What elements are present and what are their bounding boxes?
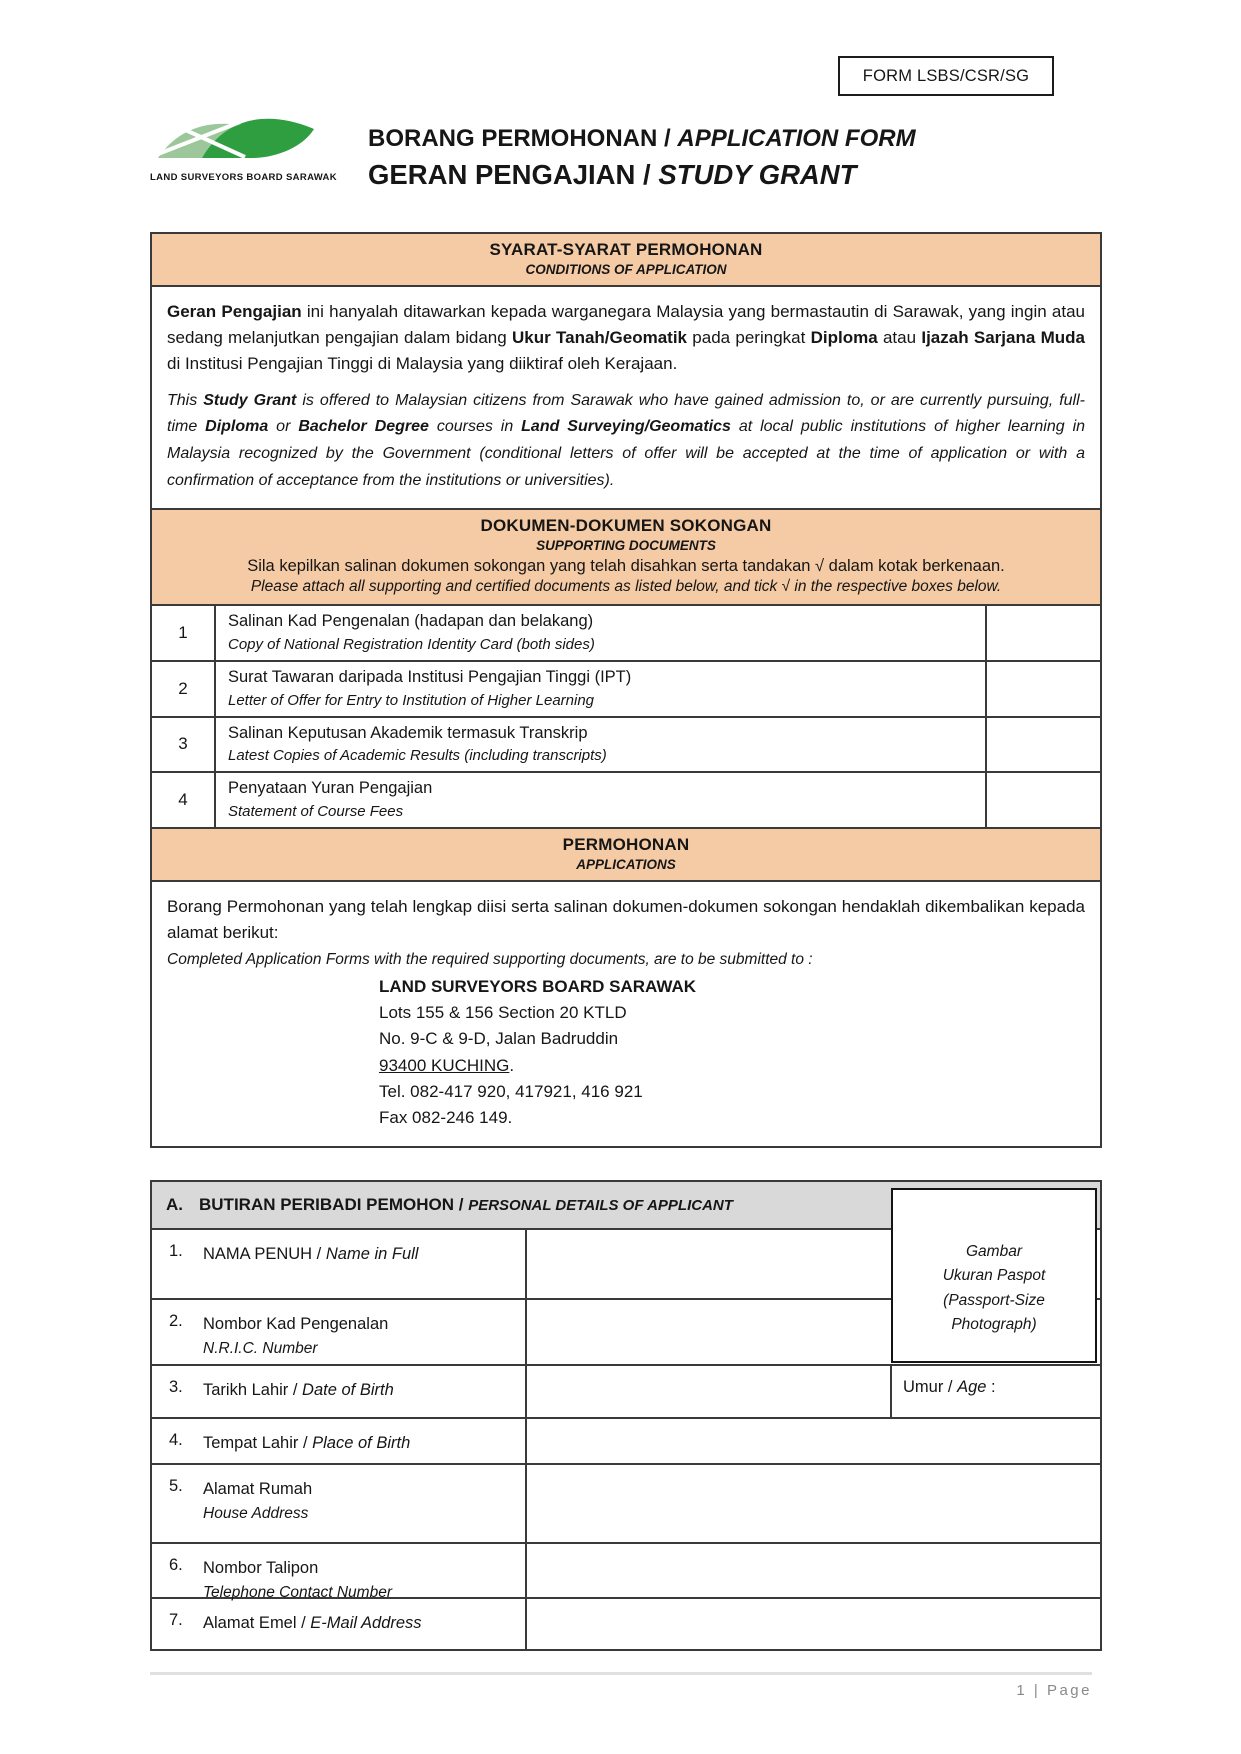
pob-input-cell[interactable]: [527, 1419, 1100, 1463]
row-number: 5.: [169, 1476, 183, 1495]
form-title-line1: BORANG PERMOHONAN / APPLICATION FORM: [368, 125, 916, 152]
row-label: [152, 1419, 527, 1463]
documents-note-my: Sila kepilkan salinan dokumen sokongan yang telah disahkan serta tandakan √ dalam kotak berkenaan.: [247, 557, 1005, 576]
document-desc-en: Letter of Offer for Entry to Institution of Higher Learning: [228, 691, 595, 709]
applications-paragraph-en: Completed Application Forms with the required supporting documents, are to be submitted to :: [167, 950, 813, 968]
photo-box-label: Photograph): [951, 1316, 1037, 1334]
address-line-fax: Fax 082-246 149.: [379, 1108, 513, 1128]
page-content: [150, 0, 1102, 1651]
document-tick-box[interactable]: [985, 773, 1100, 827]
document-desc-en: Latest Copies of Academic Results (including transcripts): [228, 747, 607, 765]
personal-row-phone: [152, 1542, 1100, 1601]
document-number: 4: [152, 773, 216, 827]
conditions-paragraph-en: This Study Grant is offered to Malaysian citizens from Sarawak who have gained admission to, or are currently pursuing, full-time Diploma or Bachelor Degree courses in Land Surveying/Geomatics at local public institutions of higher learning in Malaysia recognized by the Government (conditional letters of offer will be accepted at the time of application or with a confirmation of acceptance from the institutions or universities).: [167, 391, 1086, 489]
form-title-line2: GERAN PENGAJIAN / STUDY GRANT: [368, 159, 857, 190]
masthead: [150, 112, 1102, 192]
documents-header: [152, 508, 1100, 604]
photo-box-label: Ukuran Paspot: [942, 1267, 1046, 1285]
conditions-header-subtitle: CONDITIONS OF APPLICATION: [525, 262, 727, 278]
address-line-tel: Tel. 082-417 920, 417921, 416 921: [379, 1082, 643, 1102]
address-line: No. 9-C & 9-D, Jalan Badruddin: [379, 1029, 619, 1049]
document-desc: [216, 773, 985, 827]
document-row: [152, 660, 1100, 716]
document-desc-en: Copy of National Registration Identity Card (both sides): [228, 635, 595, 653]
row-label-text: Alamat Rumah House Address: [203, 1479, 313, 1522]
form-code-text: FORM LSBS/CSR/SG: [862, 66, 1030, 85]
document-desc: [216, 606, 985, 660]
address-line: 93400 KUCHING.: [379, 1055, 515, 1075]
row-label: [152, 1465, 527, 1542]
documents-header-title: DOKUMEN-DOKUMEN SOKONGAN: [480, 516, 772, 536]
dob-input-cell[interactable]: [527, 1366, 890, 1417]
document-desc-my: Penyataan Yuran Pengajian: [228, 779, 433, 798]
document-number: 3: [152, 718, 216, 772]
age-cell[interactable]: Umur / Age :: [890, 1366, 1100, 1417]
conditions-paragraph-my: Geran Pengajian ini hanyalah ditawarkan kepada warganegara Malaysia yang bermastautin di Sarawak, yang ingin atau sedang melanjutkan pengajian dalam bidang Ukur Tanah/Geomatik pada peringkat Diploma atau Ijazah Sarjana Muda di Institusi Pengajian Tinggi di Malaysia yang diiktiraf oleh Kerajaan.: [167, 302, 1085, 374]
row-number: 7.: [169, 1610, 183, 1629]
document-number: 2: [152, 662, 216, 716]
document-tick-box[interactable]: [985, 662, 1100, 716]
document-desc-my: Salinan Keputusan Akademik termasuk Transkrip: [228, 723, 588, 742]
row-label: [152, 1599, 527, 1649]
document-row: [152, 716, 1100, 772]
applications-header-title: PERMOHONAN: [562, 835, 690, 855]
row-number: 3.: [169, 1377, 183, 1396]
row-label: [152, 1300, 527, 1364]
document-desc-en: Statement of Course Fees: [228, 803, 404, 821]
lsbs-logo: [150, 112, 368, 183]
phone-input-cell[interactable]: [527, 1544, 1100, 1597]
row-label-text: Tempat Lahir / Place of Birth: [203, 1433, 411, 1452]
row-label-text: Nombor Kad Pengenalan N.R.I.C. Number: [203, 1314, 389, 1357]
applications-header-subtitle: APPLICATIONS: [576, 857, 676, 873]
photo-box-label: (Passport-Size: [943, 1291, 1045, 1309]
document-number: 1: [152, 606, 216, 660]
row-label-text: NAMA PENUH / Name in Full: [203, 1244, 419, 1263]
personal-row-address: [152, 1463, 1100, 1542]
document-tick-box[interactable]: [985, 606, 1100, 660]
row-label: [152, 1366, 527, 1417]
row-number: 1.: [169, 1241, 183, 1260]
logo-caption: LAND SURVEYORS BOARD SARAWAK: [150, 172, 337, 183]
section-a-personal-details: [150, 1180, 1102, 1651]
lsbs-logo-icon: [150, 112, 320, 166]
row-label: [152, 1230, 527, 1298]
document-row: [152, 604, 1100, 660]
section-title: BUTIRAN PERIBADI PEMOHON / PERSONAL DETAILS OF APPLICANT: [199, 1194, 733, 1214]
row-label-text: Tarikh Lahir / Date of Birth: [203, 1380, 394, 1399]
personal-row-email: [152, 1597, 1100, 1649]
address-name: LAND SURVEYORS BOARD SARAWAK: [379, 976, 697, 996]
document-tick-box[interactable]: [985, 718, 1100, 772]
home-address-input-cell[interactable]: [527, 1465, 1100, 1542]
document-desc-my: Surat Tawaran daripada Institusi Pengajian Tinggi (IPT): [228, 667, 632, 686]
conditions-header: [152, 234, 1100, 285]
document-desc: [216, 662, 985, 716]
page-number: 1 | Page: [1016, 1682, 1092, 1699]
address-line: Lots 155 & 156 Section 20 KTLD: [379, 1003, 627, 1023]
row-number: 6.: [169, 1555, 183, 1574]
applications-body: [152, 880, 1100, 1146]
document-desc-my: Salinan Kad Pengenalan (hadapan dan belakang): [228, 612, 594, 631]
row-number: 4.: [169, 1430, 183, 1449]
photo-box-label: Gambar: [966, 1242, 1022, 1260]
applications-header: [152, 827, 1100, 880]
documents-header-subtitle: SUPPORTING DOCUMENTS: [536, 538, 716, 554]
row-label-text: Nombor Talipon Telephone Contact Number: [203, 1558, 392, 1601]
email-input-cell[interactable]: [527, 1599, 1100, 1649]
applications-paragraph-my: Borang Permohonan yang telah lengkap diisi serta salinan dokumen-dokumen sokongan hendaklah dikembalikan kepada alamat berikut:: [167, 897, 1085, 942]
conditions-body: [152, 285, 1100, 508]
section-letter: A.: [166, 1194, 183, 1214]
form-title: [368, 124, 916, 192]
documents-note-en: Please attach all supporting and certified documents as listed below, and tick √ in the respective boxes below.: [250, 578, 1002, 596]
row-number: 2.: [169, 1311, 183, 1330]
address-block: [379, 974, 1085, 1132]
row-label: [152, 1544, 527, 1601]
document-row: [152, 771, 1100, 827]
personal-row-dob: [152, 1364, 1100, 1417]
document-desc: [216, 718, 985, 772]
photo-box: [891, 1188, 1097, 1363]
row-label-text: Alamat Emel / E-Mail Address: [203, 1613, 422, 1632]
page-footer: [150, 1672, 1092, 1699]
conditions-header-title: SYARAT-SYARAT PERMOHONAN: [489, 240, 763, 260]
main-form-table: [150, 232, 1102, 1147]
personal-row-pob: [152, 1417, 1100, 1463]
